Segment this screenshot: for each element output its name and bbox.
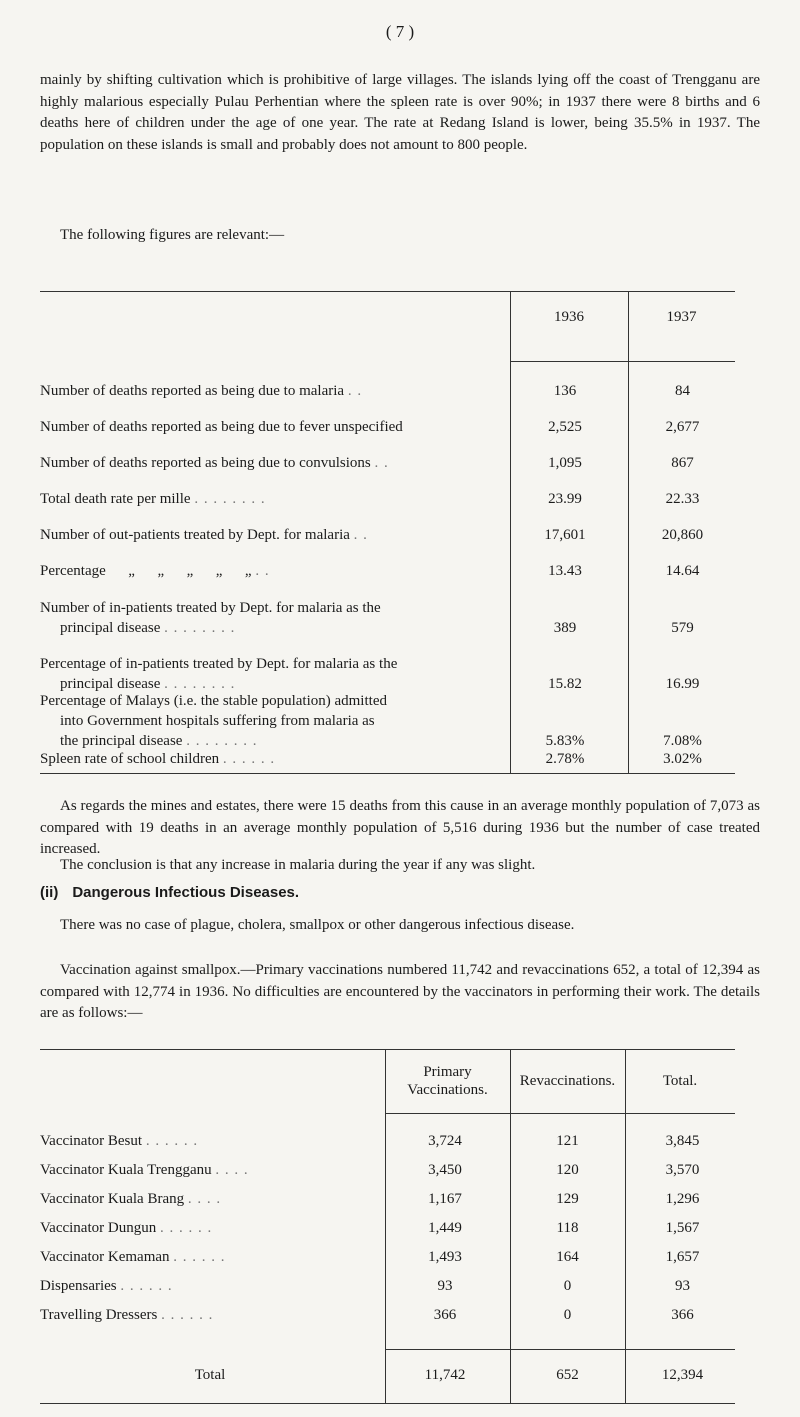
row-label: Number of in-patients treated by Dept. for malaria as the — [40, 600, 381, 616]
page-number: ( 7 ) — [385, 22, 415, 41]
primary-value: 1,449 — [428, 1220, 462, 1236]
header-underline — [385, 1113, 735, 1114]
value-1936: 136 — [553, 383, 577, 399]
vaccination-paragraph: Vaccination against smallpox.—Primary vaccinations numbered 11,742 and revaccinations 652, a total of 12,394 as compared with 12,774 in 1936. No difficulties are encountered by the vaccinators in performing their work. The details are as follows:— — [40, 962, 760, 1021]
row-label: Percentage of in-patients treated by Dept. for malaria as the — [40, 656, 398, 672]
total-value: 1,657 — [665, 1249, 700, 1265]
row-label-cont: principal disease — [60, 620, 161, 636]
table-top-rule — [40, 1049, 735, 1050]
revacc-value: 118 — [556, 1220, 579, 1236]
row-label: Number of out-patients treated by Dept. for malaria — [40, 527, 350, 543]
value-1937: 3.02% — [663, 751, 702, 767]
figures-intro: The following figures are relevant:— — [60, 227, 285, 243]
table-bottom-rule — [40, 1403, 735, 1404]
row-label: Vaccinator Kuala Trengganu — [40, 1162, 212, 1178]
total-label: Total — [194, 1367, 226, 1383]
value-1937: 16.99 — [665, 676, 700, 692]
revacc-value: 121 — [556, 1133, 579, 1149]
total-rule — [385, 1349, 735, 1350]
revacc-value: 129 — [556, 1191, 579, 1207]
value-1937: 20,860 — [661, 527, 704, 543]
column-divider — [625, 1049, 626, 1404]
revacc-value: 0 — [563, 1307, 572, 1323]
primary-value: 366 — [433, 1307, 457, 1323]
column-divider — [628, 291, 629, 774]
value-1936: 1,095 — [548, 455, 582, 471]
row-label-cont: into Government hospitals suffering from malaria as — [60, 713, 375, 729]
row-label: Total death rate per mille — [40, 491, 191, 507]
table-top-rule — [40, 291, 735, 292]
row-label-cont: principal disease — [60, 676, 161, 692]
total-value: 366 — [671, 1307, 694, 1323]
total-value: 93 — [675, 1278, 690, 1294]
value-1936: 2,525 — [548, 419, 582, 435]
primary-value: 1,167 — [428, 1191, 462, 1207]
total-value: 1,567 — [665, 1220, 700, 1236]
value-1936: 2.78% — [545, 751, 585, 767]
header-revaccinations: Revaccinations. — [519, 1073, 616, 1089]
row-label: Vaccinator Besut — [40, 1133, 143, 1149]
revacc-value: 120 — [556, 1162, 579, 1178]
value-1937: 14.64 — [665, 563, 700, 579]
value-1936: 5.83% — [545, 733, 585, 749]
revacc-value: 164 — [556, 1249, 579, 1265]
value-1937: 22.33 — [665, 491, 700, 507]
revacc-value: 0 — [563, 1278, 572, 1294]
value-1937: 84 — [675, 383, 690, 399]
value-1937: 7.08% — [663, 733, 702, 749]
primary-value: 3,724 — [428, 1133, 462, 1149]
primary-value: 3,450 — [428, 1162, 462, 1178]
row-label-cont: the principal disease — [60, 733, 183, 749]
conclusion-paragraph: The conclusion is that any increase in malaria during the year if any was slight. — [60, 857, 536, 873]
value-1936: 13.43 — [548, 563, 582, 579]
header-1937: 1937 — [666, 309, 697, 325]
row-label: Spleen rate of school children — [40, 751, 220, 767]
mines-paragraph: As regards the mines and estates, there were 15 deaths from this cause in an average monthly population of 7,073 as compared with 19 deaths in an average monthly population of 5,516 during 1936 but the number of case treated increased. — [40, 798, 760, 857]
value-1936: 17,601 — [544, 527, 586, 543]
primary-value: 93 — [437, 1278, 453, 1294]
row-label: Percentage of Malays (i.e. the stable population) admitted — [40, 693, 387, 709]
value-1936: 23.99 — [548, 491, 582, 507]
row-label: Travelling Dressers — [40, 1307, 158, 1323]
header-total: Total. — [662, 1073, 698, 1089]
section-title: Dangerous Infectious Diseases. — [72, 884, 300, 901]
total-value: 1,296 — [665, 1191, 700, 1207]
grand-total: 12,394 — [661, 1367, 704, 1383]
total-value: 3,845 — [665, 1133, 700, 1149]
row-label: Number of deaths reported as being due to convulsions — [40, 455, 371, 471]
header-1936: 1936 — [554, 309, 584, 325]
total-value: 3,570 — [665, 1162, 700, 1178]
row-label: Number of deaths reported as being due to fever unspecified — [40, 419, 403, 435]
row-label: Percentage „ „ „ „ „ — [40, 563, 252, 579]
primary-total: 11,742 — [424, 1367, 466, 1383]
no-case-paragraph: There was no case of plague, cholera, smallpox or other dangerous infectious disease. — [60, 917, 575, 933]
value-1936: 389 — [553, 620, 577, 636]
value-1937: 579 — [671, 620, 694, 636]
row-label: Dispensaries — [40, 1278, 117, 1294]
section-number: (ii) — [40, 884, 59, 901]
row-label: Vaccinator Kemaman — [40, 1249, 170, 1265]
row-label: Number of deaths reported as being due to malaria — [40, 383, 345, 399]
malaria-statistics-table: 1936 1937 Number of deaths reported as being due to malaria . . 136 84 Number of deaths reported as being due to fever unspecified 2,525 2,677 Number of deaths reported as being due to convulsions . . 1,095 867 Total death rate per mille . . . . . . . . 23.99 22.33 Number of out-patients treated by Dept. for malaria . . 17,601 20,860 Percentage „ „ „ „ „ . . 13.43 14.64 Number of in-patients treated by Dept. for malaria as the principal disease . . . . . . . . 389 579 Percentage of in-patients treated by Dept. for malaria as the principal disease . . . . . . . . 15.82 16.99 Percentage of Malays (i.e. the stable population) admitted into Government hospitals suffering from malaria as the principal disease . . . . . . . . 5.83% 7.08% Spleen rate of school children . . . . . . 2.78% 3.02% — [40, 291, 735, 774]
row-label: Vaccinator Kuala Brang — [40, 1191, 185, 1207]
section-heading — [40, 884, 299, 901]
header-primary: Primary Vaccinations. — [407, 1064, 488, 1098]
intro-paragraph: mainly by shifting cultivation which is prohibitive of large villages. The islands lying off the coast of Trengganu are highly malarious especially Pulau Perhentian where the spleen rate is over 90%; in 1937 there were 8 births and 6 deaths here of children under the age of one year. The rate at Redang Island is lower, being 35.5% in 1937. The population on these islands is small and probably does not amount to 800 people. — [40, 72, 760, 153]
header-underline — [510, 361, 735, 362]
primary-value: 1,493 — [428, 1249, 462, 1265]
value-1936: 15.82 — [548, 676, 582, 692]
table-bottom-rule — [40, 773, 735, 774]
vaccination-table: Primary Vaccinations. Revaccinations. Total. Vaccinator Besut . . . . . . 3,724 121 3,845 Vaccinator Kuala Trengganu . . . . 3,450 120 3,570 Vaccinator Kuala Brang . . . . 1,167 129 1,296 Vaccinator Dungun . . . . . . 1,449 118 1,567 Vaccinator Kemaman . . . . . . 1,493 164 1,657 Dispensaries . . . . . . 93 0 93 Travelling Dressers . . . . . . 366 0 366 Total 11,742 652 12,394 — [40, 1049, 735, 1404]
value-1937: 867 — [671, 455, 694, 471]
revacc-total: 652 — [556, 1367, 579, 1383]
value-1937: 2,677 — [665, 419, 700, 435]
row-label: Vaccinator Dungun — [40, 1220, 157, 1236]
